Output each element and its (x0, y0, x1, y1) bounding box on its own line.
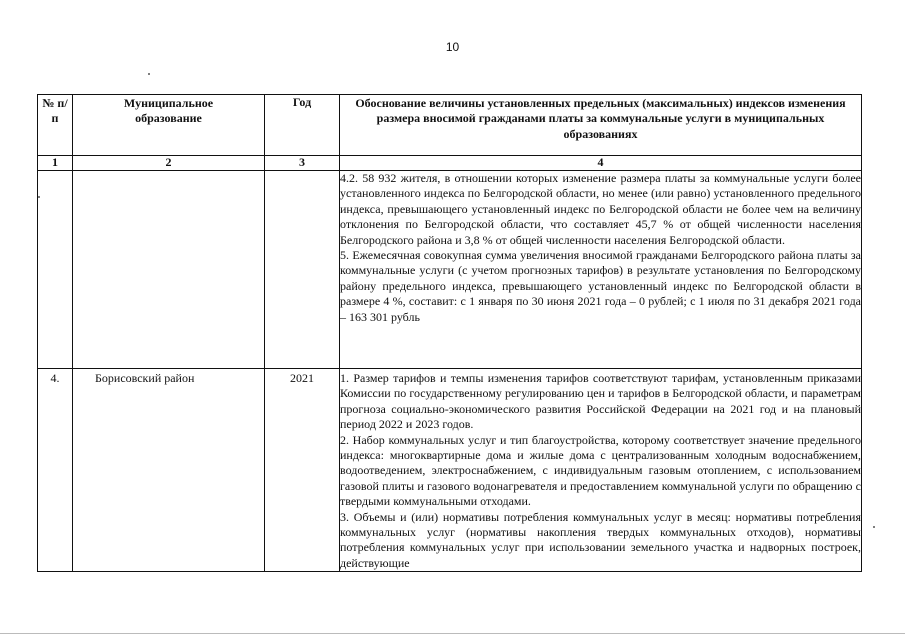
paragraph: 1. Размер тарифов и темпы изменения тарифов соответствуют тарифам, установленным приказами Комиссии по государственному регулированию цен и тарифов в Белгородской области, и параметрам прогноза социально-экономического развития Российской Федерации на 2021 год и на плановый период 2022 и 2023 годов. (340, 371, 861, 432)
scan-edge (0, 633, 905, 634)
table-row (38, 171, 862, 369)
column-number-row (38, 156, 862, 171)
year: 2021 (265, 369, 340, 572)
cell-empty (73, 171, 265, 369)
header-year: Год (265, 95, 340, 156)
header-row-number: № п/п (38, 95, 73, 156)
column-number: 2 (73, 156, 265, 171)
scan-speck (873, 526, 875, 528)
municipality-name: Борисовский район (73, 369, 265, 572)
column-number: 4 (340, 156, 862, 171)
row-number: 4. (38, 369, 73, 572)
scan-speck (148, 73, 150, 75)
header-municipality: Муниципальное образование (73, 95, 265, 156)
header-justification: Обоснование величины установленных предельных (максимальных) индексов изменения размера вносимой гражданами платы за коммунальные услуги в муниципальных образованиях (340, 95, 862, 156)
justification-cell (340, 369, 862, 572)
page-number: 10 (445, 40, 460, 54)
paragraph: 5. Ежемесячная совокупная сумма увеличения вносимой гражданами Белгородского района платы за коммунальные услуги (с учетом прогнозных тарифов) в результате установления по Белгородскому району предельного индекса, превышающего установленный индекс по Белгородской области в размере 4 %, составит: с 1 января по 30 июня 2021 года – 0 рублей; с 1 июля по 31 декабря 2021 года – 163 301 рубль (340, 248, 861, 324)
table-header-row (38, 95, 862, 156)
justification-cell (340, 171, 862, 369)
paragraph: 3. Объемы и (или) нормативы потребления коммунальных услуг в месяц: нормативы потребления коммунальных услуг (нормативы накопления твердых коммунальных отходов), нормативы потребления коммунальных услуг при использовании земельного участка и надворных построек, действующие (340, 509, 861, 570)
cell-empty (265, 171, 340, 369)
paragraph: 4.2. 58 932 жителя, в отношении которых изменение размера платы за коммунальные услуги более установленного индекса по Белгородской области, но менее (или равно) установленного предельного индекса, превышающего установленный индекс по Белгородской области не более чем на величину отклонения по Белгородской области, что составляет 45,7 % от общей численности населения Белгородского района и 3,8 % от общей численности населения Белгородской области. (340, 171, 861, 247)
cell-empty (38, 171, 73, 369)
column-number: 1 (38, 156, 73, 171)
column-number: 3 (265, 156, 340, 171)
table-row-4 (38, 369, 862, 572)
indices-table (37, 94, 862, 572)
paragraph: 2. Набор коммунальных услуг и тип благоустройства, которому соответствует значение предельного индекса: многоквартирные дома и жилые дома с централизованным холодным водоснабжением, водоотведением, электроснабжением, с индивидуальным газовым отоплением, с использованием газовой плиты и газового водонагревателя и предоставлением коммунальной услуги по обращению с твердыми коммунальными отходами. (340, 432, 861, 509)
